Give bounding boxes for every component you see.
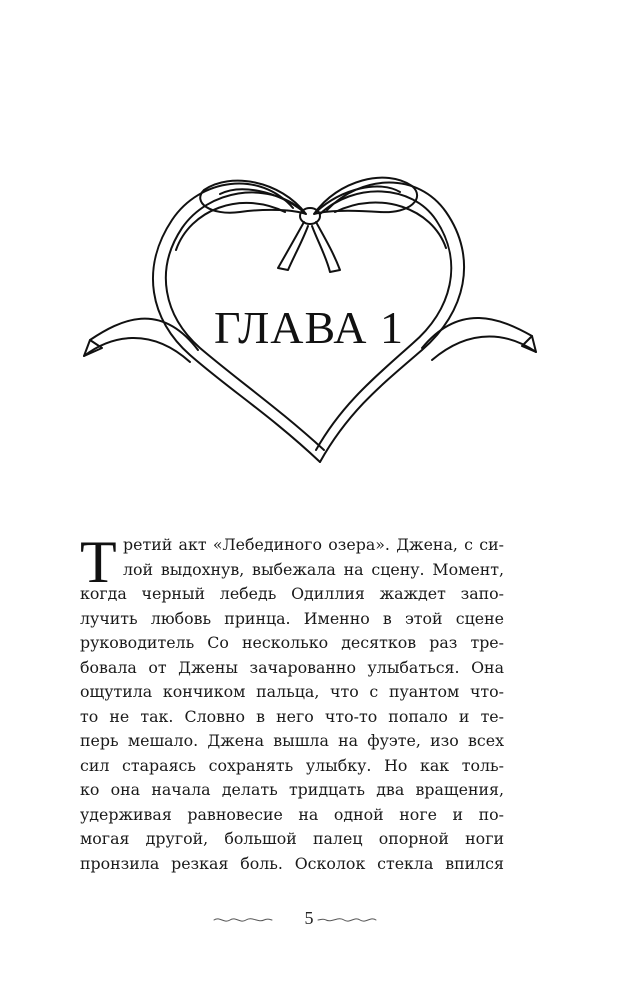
text-line: руководитель Со несколько десятков раз тре- <box>80 633 504 652</box>
text-line: удерживая равновесие на одной ноге и по- <box>80 804 504 824</box>
right-flourish-icon <box>316 914 378 926</box>
text-line: ретий акт «Лебединого озера». Джена, с си- <box>123 535 504 554</box>
page-footer <box>0 904 618 934</box>
text-line: ко она начала делать тридцать два вращения, <box>80 780 504 799</box>
text-line: лучить любовь принца. Именно в этой сцене <box>80 608 504 628</box>
text-line: могая другой, большой палец опорной ноги <box>80 829 504 848</box>
page-number: 5 <box>304 908 314 928</box>
text-line: бовала от Джены зачарованно улыбаться. Она <box>80 657 504 677</box>
text-line: то не так. Словно в него что-то попало и те- <box>80 706 504 726</box>
text-line: когда черный лебедь Одиллия жаждет запо- <box>80 584 504 603</box>
text-line: ощутила кончиком пальца, что с пуантом что- <box>80 682 504 701</box>
chapter-title: ГЛАВА 1 <box>213 302 405 353</box>
text-line: сил стараясь сохранять улыбку. Но как толь- <box>80 755 504 775</box>
text-line: перь мешало. Джена вышла на фуэте, изо всех <box>80 731 504 750</box>
text-line: лой выдохнув, выбежала на сцену. Момент, <box>123 559 504 579</box>
text-line: пронзила резкая боль. Осколок стекла впился <box>80 853 504 873</box>
drop-cap: Т <box>80 529 117 595</box>
chapter-body-text <box>80 529 504 876</box>
